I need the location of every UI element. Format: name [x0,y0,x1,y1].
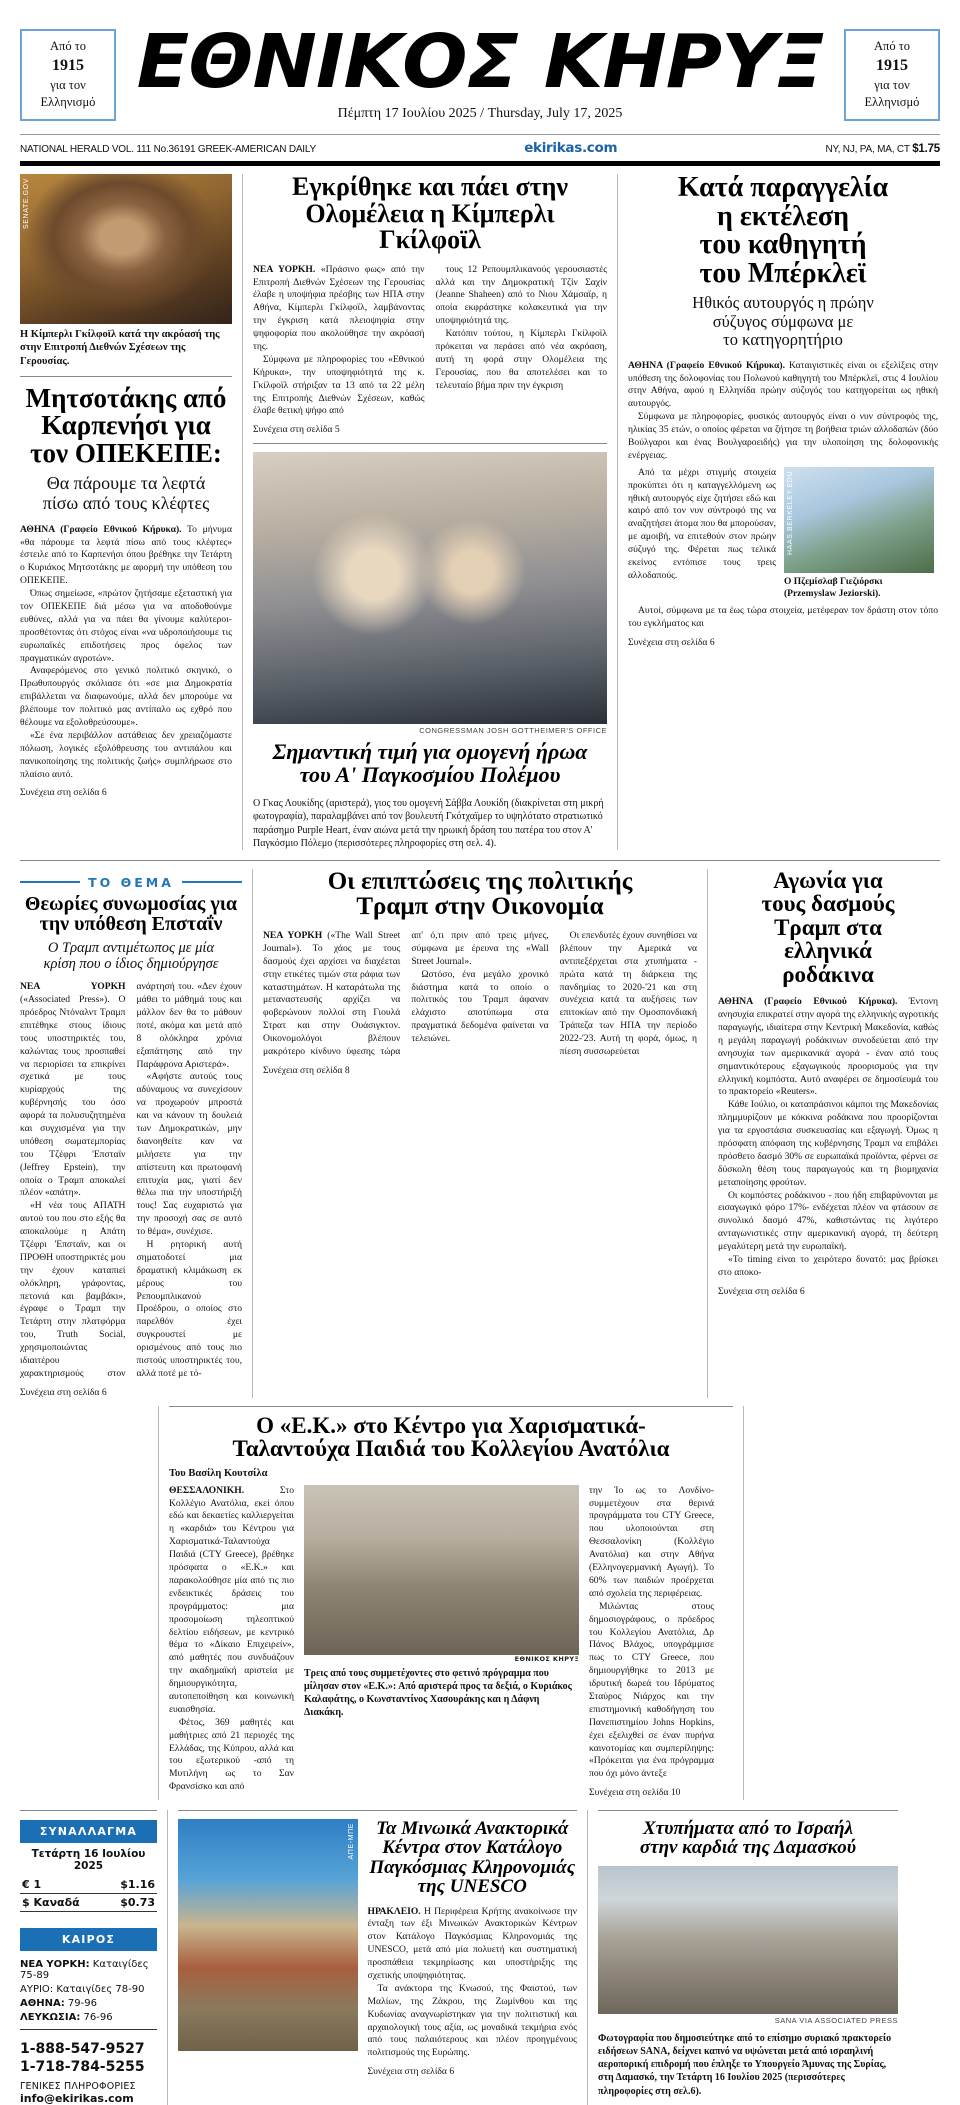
bottom-zone [20,1810,940,2105]
peaches-p2: Κάθε Ιούλιο, οι καταπράσινοι κάμποι της Μακεδονίας πλημμυρίζουν με κόκκινα ροδάκινα που προορίζονται για τα εργοστάσια συσκευασίας και εξαγωγή. Όμως η πρόσφατη απόφαση της κυβέρνησης Τραμπ να επιβάλει πρόσθετο δασμό 30% σε ευρωπαϊκά προϊόντα, φέρνει σε δύσκολη θέση τους παραγωγούς και τη βιομηχανία μεταποίησης φρούτων. [718,1099,938,1188]
berkeley-body-top [628,360,938,463]
masthead-info-bar [20,134,940,156]
purple-heart-photo-credit: CONGRESSMAN JOSH GOTTHEIMER'S OFFICE [419,726,607,736]
weather-header: ΚΑΙΡΟΣ [20,1928,157,1951]
left-column [20,174,242,850]
anatolia-continuation[interactable]: Συνέχεια στη σελίδα 10 [589,1787,681,1799]
mitsotakis-headline-line2: Καρπενήσι για [41,410,211,441]
anatolia-photo-caption: Τρεις από τους συμμετέχοντες στο φετινό πρόγραμμα που μίλησαν στον «Ε.Κ.»: Από αριστερά προς τα δεξιά, ο Κυριάκος Καλαφάτης, ο Κωνσταντίνος Χασουράκης και η Δάφνη Διακάκη. [304,1667,572,1718]
economy-p2: Ωστόσο, ένα μεγάλο χρονικό διάστημα κατά το οποίο ο πολιτικός του Τραμπ άφαναν ελάχιστο αποτύπωμα στα πραγματικά δεδομένα φαίνεται να τελειώνει. [411,968,549,1045]
masthead-center [116,19,844,122]
berkeley-subhead [628,294,938,349]
berkeley-body-bottom [628,605,938,631]
berkeley-subhead-line2: σύζυγος σύμφωνα με [712,311,854,331]
jeziorski-photo [784,467,934,573]
theme-label: ΤΟ ΘΕΜΑ [88,874,174,890]
jeziorski-photo-block [784,467,934,601]
weather-row [20,1957,157,1982]
mitsotakis-p3: Αναφερόμενος στο γενικό πολιτικό σκηνικό, ο Πρωθυπουργός σκόλιασε ότι «σε μια Δημοκρατία επιβάλλεται να διαφωνούμε, αλλά δεν μπορούμε να βλέπουμε τον πολιτικό μας αντίπαλο ως εχθρό που θέλουμε να εξολοθρεύσουμε». [20,665,232,728]
epstein-subhead-line2: κρίση που ο ίδιος δημιούργησε [43,955,219,972]
peaches-body [718,996,938,1280]
anatolia-col1 [169,1485,294,1800]
economy-dateline: ΝΕΑ ΥΟΡΚΗ [263,929,323,941]
gilfoyle-dateline: ΝΕΑ ΥΟΡΚΗ. [253,263,316,275]
exchange-rate-date: Τετάρτη 16 Ιουλίου 2025 [31,1848,146,1873]
anatolia-p2: Φέτος, 369 μαθητές και μαθήτριες από 21 περιοχές της Ελλάδας, της Κύπρου, αλλά και του εξωτερικού -από τη Μυτιλήνη ως το Σαν Φρανσίσκο και από [169,1716,294,1793]
price-regions: NY, NJ, PA, MA, CT [825,144,913,156]
peaches-headline-line4: ελληνικά [784,938,872,964]
knossos-photo [178,1819,358,2051]
gilfoyle-headline [253,174,607,254]
anatolia-headline-line2: Ταλαντούχα Παιδιά του Κολλεγίου Ανατόλια [232,1436,670,1462]
unesco-body [368,1906,577,2061]
since-right-year: 1915 [876,57,908,75]
epstein-p1 [20,981,126,1200]
economy-body [263,930,697,1059]
epstein-p3: «Αφήστε αυτούς τους αδύναμους να συνεχίσουν να προχωρούν μπροστά και να κάνουν τη δουλειά των Δημοκρατικών, μην διανοηθείτε καν να μιλήσετε για την απίστευτη και πρωτοφανή επιτυχία μας, γιατί δεν θέλω πια την υποστήριξή τους! Σας ευχαριστώ για την προσοχή σας σε αυτό το θέμα», συνέχισε. [136,1071,242,1238]
exchange-rate-row [20,1876,157,1894]
unesco-dateline: ΗΡΑΚΛΕΙΟ. [367,1905,421,1917]
exchange-rate-value: $1.16 [120,1878,155,1892]
economy-continuation[interactable]: Συνέχεια στη σελίδα 8 [263,1064,350,1076]
exchange-rate-header: ΣΥΝΑΛΛΑΓΜΑ [20,1820,157,1843]
gilfoyle-continuation[interactable]: Συνέχεια στη σελίδα 5 [253,424,340,436]
price-info [825,143,940,155]
weather-value: 79-96 [64,1997,97,2009]
peaches-p1-text: Έντονη ανησυχία επικρατεί στην αγορά της ελληνικής αγροτικής παραγωγής, ιδιαίτερα στην Κεντρική Μακεδονία, καθώς η μεγάλη παραγωγή ροδάκινων συνοδεύεται από την ανησυχία των αμερικανικά αγορά - έναν από τους σημαντικότερους εξαγωγικούς προορισμούς για την ελληνική κομπόστα. Αυτό αναφέρει σε δημοσίευμά του το πρακτορείο «Reuters». [718,996,938,1098]
weather-city: ΑΘΗΝΑ: [20,1997,65,2009]
gilfoyle-p4: Κατόπιν τούτου, η Κίμπερλι Γκίλφοϊλ πρόκειται να περάσει από νέα ακρόαση, αυτή τη φορά στην Ολομέλεια της Γερουσίας, που θα αποτελέσει και το τελευταίο βήμα πριν την έγκριση [435,328,607,391]
contact-email[interactable]: info@ekirikas.com [20,2092,134,2105]
damascus-photo-credit: SANA VIA ASSOCIATED PRESS [774,2015,898,2025]
anatolia-headline [169,1414,733,1461]
epstein-p1-text: («Associated Press»). Ο πρόεδρος Ντόναλντ Τραμπ επιτέθηκε στους ίδιους τους υποστηρικτές του, καλώντας τους προσπαθεί να περιορίσει τα επικρίνει σχετικά με τους κυρίαρχούς της κυβέρνησής του όσο αφορά τα πολυσυζητημένα και συγχισμένα για την υπόθεση σωματεμπορίας του Τζέφρι 'Επσταϊν (Jeffrey Epstein), την οποία ο Τραμπ αποκαλεί πλέον «απάτη». [20,994,126,1199]
website-link[interactable]: ekirikas.com [524,140,618,157]
peaches-headline-line5: ροδάκινα [782,961,874,987]
mitsotakis-body [20,524,232,782]
anatolia-p1 [169,1485,294,1717]
center-column [242,174,618,850]
unesco-headline [368,1819,577,1897]
since-left-line4: Ελληνισμό [40,94,96,109]
mitsotakis-continuation[interactable]: Συνέχεια στη σελίδα 6 [20,787,107,799]
purple-heart-headline [253,741,607,786]
gilfoyle-p2: Σύμφωνα με πληροφορίες του «Εθνικού Κήρυκα», την υποψηφιότητά της κ. Γκίλφοϊλ στήριξαν τα 13 από τα 22 μέλη της Επιτροπής Διεθνών Σχέσεων, καθώς έλαβε θετική ψήφο από [253,353,425,417]
service-sidebar [20,1810,168,2105]
berkeley-headline-line2: η εκτέλεση [716,200,850,232]
berkeley-headline [628,174,938,288]
sidebar-divider [20,1810,157,1811]
berkeley-headline-line1: Κατά παραγγελία [677,172,889,204]
unesco-top-rule [178,1810,577,1811]
unesco-p1 [368,1906,577,1983]
since-left-line3: για τον [50,77,86,92]
exchange-rate-row [20,1894,157,1912]
damascus-headline [598,1819,898,1858]
mitsotakis-subhead [20,473,232,513]
theme-rule-left [20,881,80,883]
economy-p3: Οι επενδυτές έχουν συνηθίσει να βλέπουν την Αμερικά να αντιπεξέρχεται στα χτυπήματα - πρώτα κατά τη διάρκεια της πανδημίας το 2020-'21 και στη συνέχεια κατά τα αυξήσεις των επιτοκίων από την Ομοσπονδιακή Τράπεζα των ΗΠΑ την περίοδο 2022-'23. Αυτή τη φορά, όμως, η πίεση συσσωρεύεται [559,929,697,1057]
epstein-headline-line1: Θεωρίες συνωμοσίας για [24,892,238,915]
peaches-headline-line3: Τραμπ στα [774,914,882,940]
epstein-subhead-line1: Ο Τραμπ αντιμέτωπος με μία [47,939,215,956]
gilfoyle-photo [20,174,232,324]
mitsotakis-p4: «Σε ένα περιβάλλον αστάθειας δεν χρειαζόμαστε πόλωση, λογικές εξολόθρευσης του αντιπάλου και πανικοποίησης της πολιτικής ζωής» συμπλήρωσε στο πλαίσιο αυτό. [20,729,232,780]
berkeley-headline-line3: του καθηγητή [699,229,867,261]
damascus-photo-caption: Φωτογραφία που δημοσιεύτηκε από το επίσημο συριακό πρακτορείο ειδήσεων SANA, δείχνει καπνό να υψώνεται μετά από ισραηλινή αεροπορική επιδρομή που έπληξε το Υπουργείο Άμυνας της Συρίας, στη Δαμασκό, την Τετάρτη 16 Ιουλίου 2025 (περισσότερες πληροφορίες στη σελ.6). [598,2032,892,2097]
jeziorski-photo-credit: HAAS.BERKELEY.EDU [787,470,794,555]
weather-value: Καταιγίδες 78-90 [53,1983,145,1995]
peaches-p4: «Το timing είναι το χειρότερο δυνατό: μας βρίσκει στο αποκο- [718,1254,938,1278]
mitsotakis-subhead-line1: Θα πάρουμε τα λεφτά [46,473,206,494]
damascus-headline-line1: Χτυπήματα από το Ισραήλ [642,1818,854,1840]
weather-city: ΑΥΡΙΟ: [20,1983,54,1995]
epstein-body [20,981,242,1381]
anatolia-byline: Του Βασίλη Κουτσίλα [169,1467,268,1479]
since-left-year: 1915 [52,57,84,75]
volume-info: NATIONAL HERALD VOL. 111 No.36191 GREEK-AMERICAN DAILY [20,144,316,156]
divider [253,443,607,444]
unesco-text-wrap [368,1819,577,2077]
purple-heart-headline-line1: Σημαντική τιμή για ομογενή ήρωα [272,739,588,765]
epstein-continuation[interactable]: Συνέχεια στη σελίδα 6 [20,1386,107,1398]
gilfoyle-body [253,264,607,419]
mitsotakis-p2: Όπως σημείωσε, «πρώτον ζητήσαμε εξεταστική για τον ΟΠΕΚΕΠΕ διά μέσω για να αποδοθούνμε ευθύνες, αλλά για να πάει θα γίνουμε καλύτεροι- προσθέτοντας ότι στόχος είναι «να υδροποιήσουμε τις ευρωπαϊκές επιδοτήσεις προς όφελος των πραγματικών αγροτών». [20,588,232,664]
unesco-headline-line3: Παγκόσμιας Κληρονομιάς [369,1856,576,1878]
anatolia-zone [20,1406,940,1800]
peaches-headline-line1: Αγωνία για [773,867,883,893]
weather-row [20,1996,157,2010]
damascus-top-rule [598,1810,898,1811]
anatolia-photo-credit: ΕΘΝΙΚΟΣ ΚΗΡΥΞ [514,1654,579,1663]
anatolia-p1-text: Στο Κολλέγιο Ανατόλια, εκεί όπου εδώ και δεκαετίες καλλιεργείται η «καρδιά» του Κέντρου για Χαρισματικά-Ταλαντούχα Παιδιά (CTY Greece), βρέθηκε πρόσφατα ο «Ε.Κ.» και παρακολούθησε μία από τις πιο ενδεικτικές δράσεις του προγράμματος: μια προσομοίωση τηλεοπτικού δελτίου ειδήσεων, με κεντρικό θέμα το «Δίκαιο Επιχειρείν», από μαθητές που συνδυάζουν την ακαδημαϊκή αριστεία με δημιουργικότητα, αυτοπεποίθηση και κοινωνική ευαισθησία. [169,1484,294,1715]
newspaper-logo: ΕΘΝΙΚΟΣ ΚΗΡΥΞ [136,19,824,105]
berkeley-subhead-line1: Ηθικός αυτουργός η πρώην [692,293,874,313]
weather-list [20,1951,157,2030]
epstein-p4: Η ρητορική αυτή σηματοδοτεί μια δραματική κλιμάκωση εκ μέρους του Ρεπουμπλικανού Προέδρου, ο οποίος στο παρελθόν έχει συγκρουστεί με ορισμένους από τους πιο πιστούς υποστηρικτές του, αλλά ποτέ με τό- [136,1239,242,1379]
economy-column [252,869,708,1398]
weather-row [20,1982,157,1996]
anatolia-dateline: ΘΕΣΣΑΛΟΝΙΚΗ. [169,1484,245,1496]
since-left-line1: Από το [50,39,86,54]
theme-rule-right [182,881,242,883]
epstein-headline-line2: την υπόθεση Επσταΐν [39,913,223,936]
unesco-headline-line2: Κέντρα στον Κατάλογο [382,1837,563,1859]
peaches-headline [718,869,938,986]
since-right-line4: Ελληνισμό [864,94,920,109]
epstein-subhead [20,940,242,972]
anatolia-photo-block [304,1485,579,1800]
epstein-headline [20,894,242,935]
anatolia-p4: Μιλώντας στους δημοσιογράφους, ο πρόεδρος του Κολλεγίου Ανατόλια, Δρ Πάνος Βλάχος, υπογράμμισε πως το CTY Greece, που δημιουργήθηκε το 2013 με ιδρυτική δωρεά του Ιδρύματος Σταύρος Νιάρχος και την επιστημονική καθοδήγηση του Πανεπιστημίου Johns Hopkins, έχει εξελιχθεί σε έναν πυρήνα καινοτομίας και συμπερίληψης: «Πρόκειται για ένα πρόγραμμα που όχι μόνο άντεξε [589,1600,714,1780]
masthead [12,0,948,124]
theme-band [20,875,242,890]
anatolia-col3 [589,1485,714,1800]
knossos-photo-wrap [178,1819,358,2077]
mitsotakis-dateline: ΑΘΗΝΑ (Γραφείο Εθνικού Κήρυκα). [20,523,182,535]
exchange-rate-label: $ Καναδά [22,1896,80,1910]
unesco-headline-line4: της UNESCO [417,1876,527,1898]
weather-value: Καταιγίδες 75-89 [20,1958,149,1981]
gilfoyle-p3: τους 12 Ρεπουμπλικανούς γερουσιαστές αλλά και την Δημοκρατική Τζίν Σαχίν (Jeanne Shaheen) από το Νιου Χάμσαϊρ, η οποία εκφράστηκε κολακευτικά για την υποψηφιότητά της. [435,263,607,327]
top-news-zone [20,166,940,850]
damascus-column [588,1810,898,2105]
peaches-dateline: ΑΘΗΝΑ (Γραφείο Εθνικού Κήρυκα). [718,996,898,1008]
unesco-headline-line1: Τα Μινωικά Ανακτορικά [376,1818,569,1840]
mitsotakis-p1 [20,524,232,588]
publication-date: Πέμπτη 17 Ιουλίου 2025 / Thursday, July 17, 2025 [337,106,623,122]
peaches-p1 [718,996,938,1099]
general-info-label: ΓΕΝΙΚΕΣ ΠΛΗΡΟΦΟΡΙΕΣ [20,2081,136,2093]
anatolia-p3: την Ίο ως το Λονδίνο- συμμετέχουν στα θερινά προγράμματα του CTY Greece, που υλοποιούνται στη Θεσσαλονίκη (Κολλέγιο Ανατόλια) και στην Αθήνα (Ελληνογερμανική Αγωγή). Το 60% των παιδιών προέρχεται από σχολεία της περιφέρειας. [589,1484,714,1599]
unesco-column [168,1810,588,2105]
unesco-block [178,1819,577,2077]
anatolia-headline-line1: Ο «Ε.Κ.» στο Κέντρο για Χαρισματικά- [256,1412,646,1438]
anatolia-students-photo [304,1485,579,1655]
anatolia-column [158,1406,744,1800]
phone-number-toll-free[interactable]: 1-888-547-9527 [20,2041,145,2058]
gilfoyle-p1-text: «Πράσινο φως» από την Επιτροπή Διεθνών Σχέσεων της Γερουσίας έλαβε η υποψήφια πρέσβης των ΗΠΑ στην Αθήνα, Κίμπερλι Γκίλφοϊλ, λαμβάνοντας την έγκριση κατά πλειοψηφία στην ψηφοφορία που ακολούθησε την ακρόασή της. [253,263,425,352]
mitsotakis-headline-line3: τον ΟΠΕΚΕΠΕ: [30,437,222,468]
berkeley-p1-text: Καταιγιστικές είναι οι εξελίξεις στην υπόθεση της δολοφονίας του Πολωνού καθηγητή του Μπέρκλεϊ, στις 4 Ιουλίου στην Αθήνα, αφού η Ελληνίδα πρώην σύζυγός του κατηγορείται ως ηθική αυτουργός. [628,359,938,410]
berkeley-headline-line4: του Μπέρκλεϊ [699,257,867,289]
gilfoyle-headline-line2: Ολομέλεια η Κίμπερλι Γκίλφοϊλ [305,198,555,255]
price-value: $1.75 [912,143,940,156]
since-right-line1: Από το [874,39,910,54]
epstein-p2: «Η νέα τους ΑΠΑΤΗ αυτού του που στο εξής θα αποκαλούμε η Απάτη Τζέφρι 'Επσταϊν, και οι ΠΡΟΘΗ υποστηρικτές μου την έχουν καταπιεί ολόκληρη, γράφοντας, πετονιά και βαμβάκι», έγραφε ο Τραμπ την Τετάρτη στην πλατφόρμα του, Truth Social, χρησιμοποιώντας ιδιαιτέρου χαρακτηρισμούς στον ανάρτησή του. «Δεν έχουν μάθει το μάθημά τους και μάλλον δεν θα το μάθουν ποτέ, ακόμα και μετά από 8 ολόκληρα χρόνια εξαπάτησης από την Παράφρονα Αριστερά». [20,981,242,1379]
berkeley-dateline: ΑΘΗΝΑ (Γραφείο Εθνικού Κήρυκα). [628,359,785,371]
peaches-headline-line2: τους δασμούς [761,891,895,917]
gilfoyle-photo-credit: SENATE.GOV [23,178,30,230]
berkeley-p4: Αυτοί, σύμφωνα με τα έως τώρα στοιχεία, μετέφεραν τον δράστη στον τόπο του εγκλήματος και [628,604,938,629]
right-column [618,174,938,850]
mitsotakis-headline [20,382,232,468]
phone-number-local[interactable]: 1-718-784-5255 [20,2059,145,2076]
economy-headline-line2: Τραμπ στην Οικονομία [356,893,604,921]
weather-value: 76-96 [80,2011,113,2023]
jeziorski-photo-caption: Ο Πζεμίσλαβ Γιεζιόρσκι (Przemyslaw Jeziorski). [784,576,883,599]
berkeley-continuation[interactable]: Συνέχεια στη σελίδα 6 [628,636,715,648]
unesco-continuation[interactable]: Συνέχεια στη σελίδα 6 [367,2066,455,2078]
mitsotakis-p1-text: Το μήνυμα «θα πάρουμε τα λεφτά πίσω από τους κλέφτες» έστειλε από το Καρπενήσι όπου βρέθηκε την Τετάρτη ο Κυριάκος Μητσοτάκης με αφορμή την υπόθεση του ΟΠΕΚΕΠΕ. [20,523,232,587]
unesco-p2: Τα ανάκτορα της Κνωσού, της Φαιστού, των Μαλίων, της Ζάκρου, της Ζωμίνθου και της Κυδωνίας αναγνωρίστηκαν για την πολιτιστική και αρχαιολογική τους αξία, ως μοναδικά τεκμήρια ενός από τους παλαιότερους και πλέον προηγμένους πολιτισμούς της Ευρώπης. [367,1982,577,2059]
peaches-p3: Οι κομπόστες ροδάκινου - που ήδη επιβαρύνονται με εισαγωγικό φόρο 17%- ενδέχεται πλέον να φτάσουν σε συνολικό δασμό 47%, καθιστώντας τις λιγότερο ανταγωνιστικές στην αμερικανική αγορά, τη δεύτερη μεγαλύτερη μετά την ευρωπαϊκή. [718,1189,938,1253]
theme-column [20,869,252,1398]
divider [20,376,232,377]
berkeley-body-left [628,467,776,601]
gilfoyle-p1 [253,264,425,354]
berkeley-mid-block [628,467,938,601]
exchange-rate-label: € 1 [22,1878,42,1892]
purple-heart-headline-line2: του Α' Παγκοσμίου Πολέμου [299,761,561,787]
economy-headline [263,869,697,920]
berkeley-p2: Σύμφωνα με πληροφορίες, φυσικός αυτουργός είναι ο νυν σύντροφός της, ηλικίας 35 ετών, ο οποίος φέρεται να ζήτησε τη βοήθεια τριών αλλοδαπών (δύο Βούλγαροι και ένας Βουλγαροειδής) για την υλοποίηση της δολοφονικής ενέργειας. [628,411,938,461]
purple-heart-photo [253,452,607,724]
peaches-spill-column [744,1406,934,1800]
damascus-headline-line2: στην καρδιά της Δαμασκού [639,1837,857,1859]
weather-city: ΛΕΥΚΩΣΙΑ: [20,2011,81,2023]
purple-heart-caption: Ο Γκας Λουκίδης (αριστερά), γιος του ομογενή Σάββα Λουκίδη (διακρίνεται στη μικρή φωτογραφία), παραλαμβάνει από τον βουλευτή Γκότχαϊμερ το υψηλότατο στρατιωτικό παράσημο Purple Heart, έναν αιώνα μετά την ηρωική δράση του πατέρα του στον Α' Παγκόσμιο Πόλεμο (περισσότερες πληροφορίες στη σελ. 4). [253,798,604,849]
peaches-column [708,869,938,1398]
mitsotakis-headline-line1: Μητσοτάκης από [25,382,227,413]
economy-headline-line1: Οι επιπτώσεις της πολιτικής [327,867,633,895]
berkeley-p1 [628,360,938,412]
peaches-continuation[interactable]: Συνέχεια στη σελίδα 6 [718,1285,805,1297]
anatolia-body-block [169,1485,733,1800]
unesco-p1-text: Η Περιφέρεια Κρήτης ανακοίνωσε την ένταξη των έξι Μινωικών Ανακτορικών Κέντρων στον Κατάλογο Παγκόσμιας Κληρονομιάς της UNESCO, μετά από μία πολυετή και συστηματική προσπάθεια τεκμηρίωσης και υποστήριξης της σχετικής υποψηφιότητας. [367,1905,577,1982]
exchange-rate-value: $0.73 [120,1896,155,1910]
gilfoyle-headline-line1: Εγκρίθηκε και πάει στην [292,172,568,202]
middle-news-zone [20,860,940,1398]
economy-p1-text: («The Wall Street Journal»). Το χάος με τους δασμούς έχει αρχίσει να διαχέεται στην ετικέτες τιμών στα ράφια των καταστημάτων. Η καταράτωλα της μεταναστευσής αρχίζει να φοβερώνουν πολλοί στη Γιουλά Στρατ και στην Ουάσιγκτον. Οικονομολόγοι βλέπουν μακρότερο κίνδυνο ύφεσης τώρα απ' ό,τι πριν από τρεις μήνες, σύμφωνα με έρευνα της «Wall Street Journal». [263,929,549,1057]
weather-row [20,2010,157,2024]
since-right-line3: για τον [874,77,910,92]
knossos-photo-credit: ΑΠΕ-ΜΠΕ [347,1823,355,1860]
gilfoyle-photo-caption: Η Κίμπερλι Γκίλφοϊλ κατά την ακρόασή της στην Επιτροπή Διεθνών Σχέσεων της Γερουσίας. [20,329,220,367]
damascus-photo [598,1866,898,2014]
epstein-spill-column [20,1406,158,1800]
mitsotakis-subhead-line2: πίσω από τους κλέφτες [42,493,210,514]
weather-city: ΝΕΑ ΥΟΡΚΗ: [20,1958,90,1970]
berkeley-subhead-line3: το κατηγορητήριο [723,330,843,350]
berkeley-p3: Από τα μέχρι στιγμής στοιχεία προκύπτει ότι η καταγγελλόμενη ως ηθική αυτουργός είχε ζητήσει εδώ και καιρό από τον νυν σύντροφό της να αναζητήσει άτομα που θα μπορούσαν, με αμοιβή, να επιτεθούν στον πρώην σύζυγό της. Φέρεται πως τελικά εκείνος εντόπισε τους τρεις αλλοδαπούς. [628,466,776,581]
epstein-dateline: ΝΕΑ ΥΟΡΚΗ [20,981,126,993]
